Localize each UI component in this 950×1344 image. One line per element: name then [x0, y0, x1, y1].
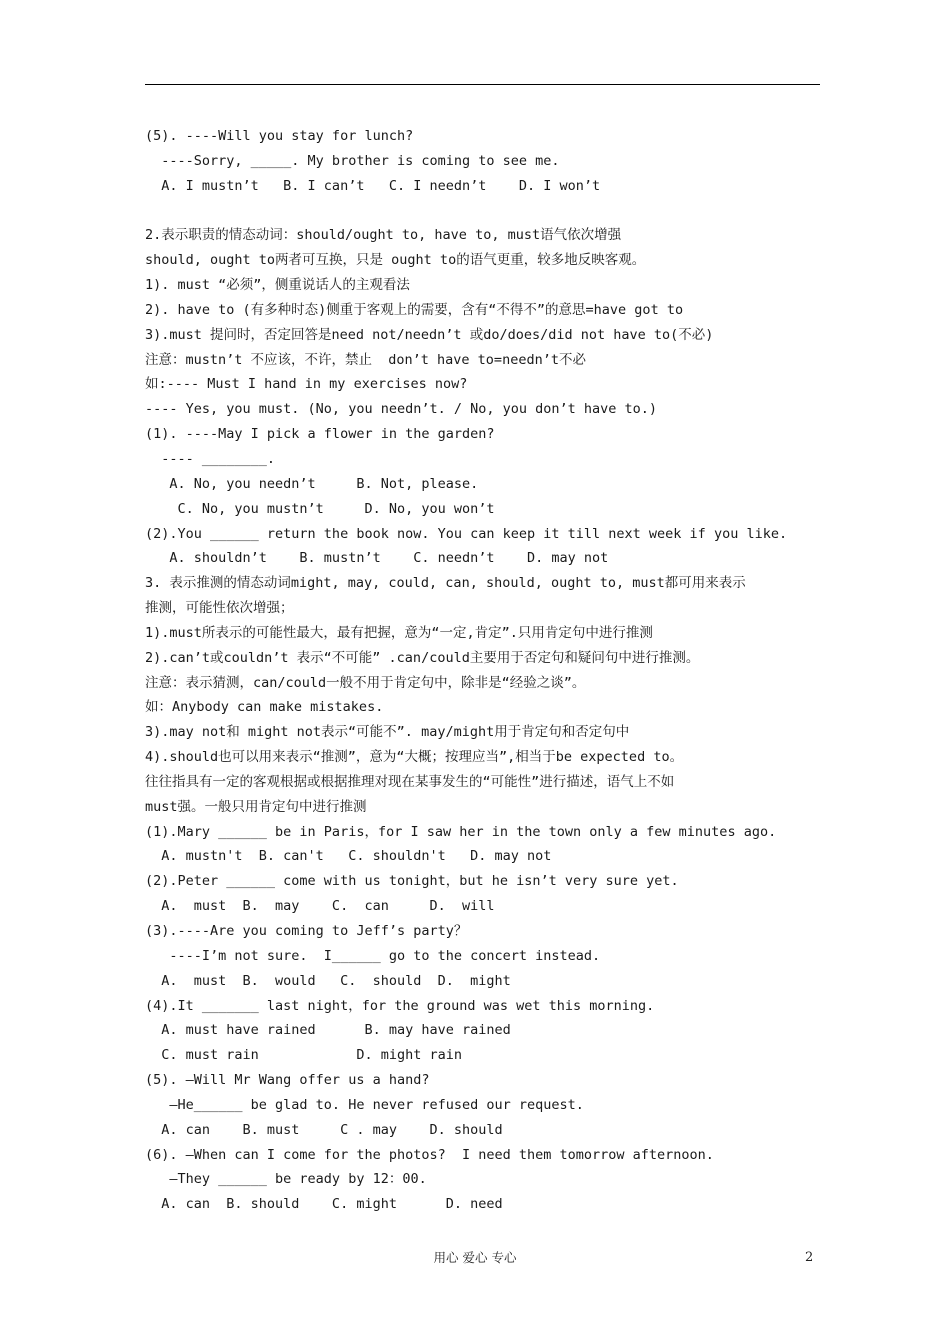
text-line: C. No, you mustn’t D. No, you won’t — [145, 500, 495, 517]
text-line: should, ought to两者可互换，只是 ought to的语气更重，较多地反映客观。 — [145, 252, 646, 269]
text-line: (6). —When can I come for the photos? I need them tomorrow afternoon. — [145, 1146, 714, 1163]
text-line: 2.表示职责的情态动词：should/ought to, have to, must语气依次增强 — [145, 227, 622, 244]
text-line: (2).You ______ return the book now. You can keep it till next week if you like. — [145, 525, 788, 542]
text-line: (1). ----May I pick a flower in the garden? — [145, 426, 495, 443]
text-line: 往往指具有一定的客观根据或根据推理对现在某事发生的“可能性”进行描述，语气上不如 — [145, 773, 675, 790]
text-line: must强。一般只用肯定句中进行推测 — [145, 798, 367, 815]
text-line: 3).must 提问时，否定回答是need not/needn’t 或do/does/did not have to(不必) — [145, 326, 714, 343]
text-line: ---- ________. — [145, 450, 276, 467]
text-line: A. can B. must C . may D. should — [145, 1121, 503, 1138]
text-line: (1).Mary ______ be in Paris，for I saw her in the town only a few minutes ago. — [145, 823, 777, 840]
text-line: 3. 表示推测的情态动词might, may, could, can, should, ought to, must都可用来表示 — [145, 575, 746, 592]
text-line: 1).must所表示的可能性最大，最有把握，意为“一定,肯定”.只用肯定句中进行推测 — [145, 624, 653, 641]
text-line: ----Sorry, _____. My brother is coming to see me. — [145, 152, 560, 169]
text-line: (2).Peter ______ come with us tonight，but he isn’t very sure yet. — [145, 873, 679, 890]
text-line: ----I’m not sure. I______ go to the concert instead. — [145, 947, 601, 964]
text-line: 注意：表示猜测，can/could一般不用于肯定句中，除非是“经验之谈”。 — [145, 674, 586, 691]
text-line: 注意：mustn’t 不应该，不许，禁止 don’t have to=needn’t不必 — [145, 351, 586, 368]
text-line: —He______ be glad to. He never refused our request. — [145, 1096, 584, 1113]
text-line: A. must B. would C. should D. might — [145, 972, 511, 989]
text-line: —They ______ be ready by 12：00. — [145, 1171, 427, 1188]
text-line: (5). —Will Mr Wang offer us a hand? — [145, 1072, 430, 1089]
text-line: A. No, you needn’t B. Not, please. — [145, 475, 479, 492]
text-line: 推测，可能性依次增强； — [145, 600, 294, 617]
document-body — [145, 124, 825, 1217]
text-line: A. mustn't B. can't C. shouldn't D. may not — [145, 848, 552, 865]
text-line: A. must B. may C. can D. will — [145, 898, 495, 915]
text-line: 如：Anybody can make mistakes. — [145, 699, 384, 716]
text-line: A. can B. should C. might D. need — [145, 1196, 503, 1213]
text-line: A. shouldn’t B. mustn’t C. needn’t D. may not — [145, 550, 609, 567]
text-line: 3).may not和 might not表示“可能不”. may/might用于肯定句和否定句中 — [145, 724, 630, 741]
footer-text: 用心 爱心 专心 — [433, 1250, 517, 1265]
text-line: 如:---- Must I hand in my exercises now? — [145, 376, 468, 393]
text-line: 2). have to (有多种时态)侧重于客观上的需要，含有“不得不”的意思=have got to — [145, 301, 684, 318]
text-line: (4).It _______ last night，for the ground was wet this morning. — [145, 997, 655, 1014]
text-line: A. I mustn’t B. I can’t C. I needn’t D. I won’t — [145, 177, 601, 194]
text-line — [145, 199, 825, 224]
text-line: 1). must “必须”，侧重说话人的主观看法 — [145, 277, 410, 294]
text-line: A. must have rained B. may have rained — [145, 1022, 511, 1039]
text-line: (5). ----Will you stay for lunch? — [145, 128, 414, 144]
text-line: 4).should也可以用来表示“推测”，意为“大概；按理应当”,相当于be expected to。 — [145, 749, 684, 766]
text-line: (3).----Are you coming to Jeff’s party？ — [145, 923, 468, 939]
text-line: 2).can’t或couldn’t 表示“不可能” .can/could主要用于否定句和疑问句中进行推测。 — [145, 649, 700, 666]
header-rule — [145, 84, 820, 85]
text-line: ---- Yes, you must. (No, you needn’t. / No, you don’t have to.) — [145, 401, 658, 418]
page-number: 2 — [805, 1250, 814, 1265]
text-line: C. must rain D. might rain — [145, 1047, 462, 1064]
